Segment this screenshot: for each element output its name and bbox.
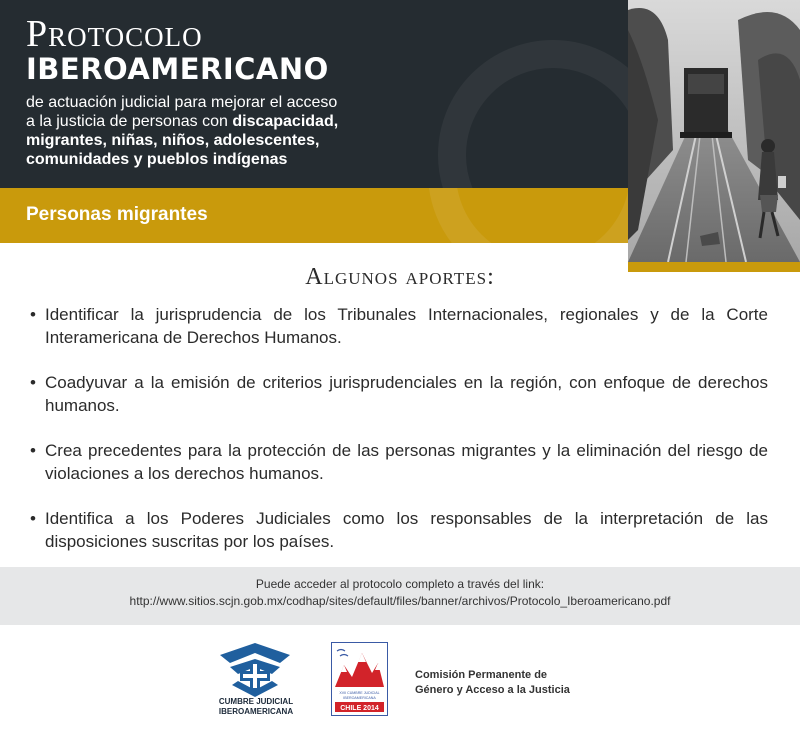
cumbre-line2: IBEROAMERICANA xyxy=(218,707,294,716)
subtitle-bold-discapacidad: discapacidad, xyxy=(232,113,339,130)
list-item: • Coadyuvar a la emisión de criterios jurisprudenciales en la región, con enfoque de derechos humanos. xyxy=(30,371,768,417)
chile-2014-label: CHILE 2014 xyxy=(340,705,379,712)
section-title: Algunos aportes: xyxy=(305,264,495,290)
railway-photo-illustration xyxy=(628,0,800,262)
link-bar xyxy=(0,567,800,625)
list-item: • Crea precedentes para la protección de las personas migrantes y la eliminación del riesgo de violaciones a los derechos humanos. xyxy=(30,439,768,485)
cumbre-emblem-icon xyxy=(210,641,300,701)
chile-small-line2: IBEROAMERICANA xyxy=(343,696,376,700)
comision-permanente-label xyxy=(415,668,570,698)
subtitle-line2: a la justicia de personas con xyxy=(26,113,233,130)
subtitle-bold-comunidades: comunidades y pueblos indígenas xyxy=(26,151,288,168)
title-iberoamericano: IBEROAMERICANO xyxy=(26,52,329,86)
comision-line2: Género y Acceso a la Justicia xyxy=(415,684,570,696)
topic-label: Personas migrantes xyxy=(26,204,208,225)
footer xyxy=(0,625,800,732)
gear-decoration xyxy=(438,40,628,188)
header-banner xyxy=(0,0,628,188)
topic-band xyxy=(0,188,628,243)
cumbre-judicial-label xyxy=(208,697,304,717)
subtitle-line1: de actuación judicial para mejorar el acceso xyxy=(26,94,338,111)
list-item: • Identificar la jurisprudencia de los Tribunales Internacionales, regionales y de la Corte Interamericana de Derechos Humanos. xyxy=(30,303,768,349)
aportes-list xyxy=(30,303,768,575)
link-intro: Puede acceder al protocolo completo a través del link: xyxy=(255,577,545,591)
chile-2014-logo xyxy=(331,642,388,716)
subtitle-bold-migrantes: migrantes, niñas, niños, adolescentes, xyxy=(26,132,320,149)
gear-decoration-band xyxy=(428,188,628,243)
protocol-link[interactable]: http://www.sitios.scjn.gob.mx/codhap/sites/default/files/banner/archivos/Protocolo_Iberoamericano.pdf xyxy=(129,594,671,608)
subtitle xyxy=(26,93,366,169)
list-item: • Identifica a los Poderes Judiciales como los responsables de la interpretación de las disposiciones suscritas por los países. xyxy=(30,507,768,553)
comision-line1: Comisión Permanente de xyxy=(415,669,548,681)
chile-2014-emblem xyxy=(332,643,387,715)
chile-small-line1: XVII CUMBRE JUDICIAL xyxy=(339,691,380,695)
cumbre-line1: CUMBRE JUDICIAL xyxy=(218,697,294,706)
railway-photo xyxy=(628,0,800,262)
title-protocolo: Protocolo xyxy=(26,13,203,55)
